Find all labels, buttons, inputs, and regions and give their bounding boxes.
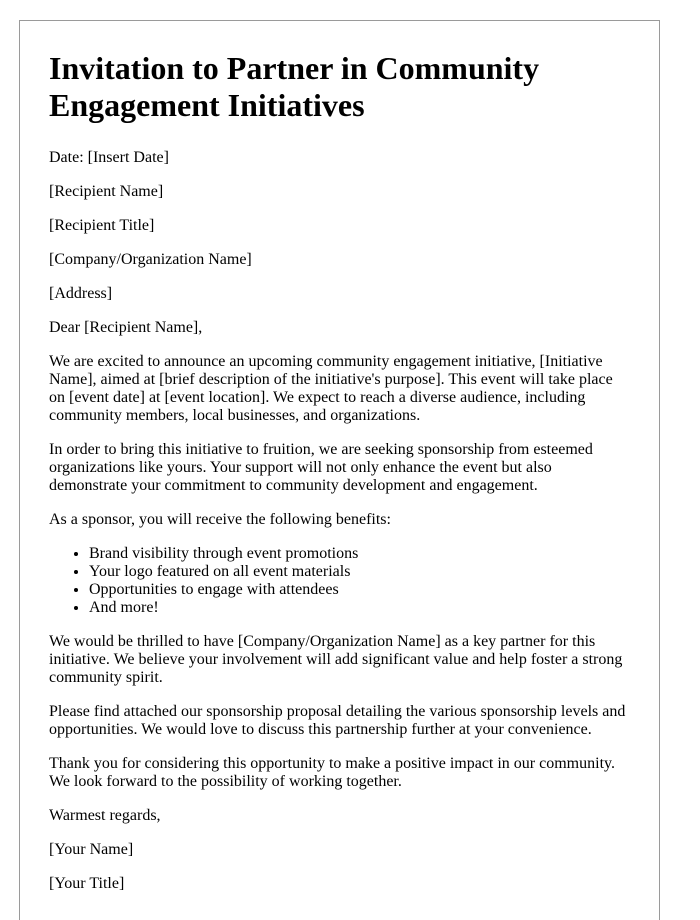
- sender-title: [Your Title]: [49, 875, 125, 892]
- body-paragraph-1: We are excited to announce an upcoming community engagement initiative, [Initiative Name], aimed at [brief description of the initiative's purpose]. This event will take place on [event date] at [event location]. We expect to reach a diverse audience, including community members, local businesses, and organizations.: [49, 353, 613, 424]
- body-paragraph-2: In order to bring this initiative to fruition, we are seeking sponsorship from esteemed organizations like yours. Your support will not only enhance the event but also demonstrate your commitment to community development and engagement.: [49, 441, 593, 494]
- benefit-item: • Brand visibility through event promotions: [89, 545, 630, 563]
- body-paragraph-4: Please find attached our sponsorship proposal detailing the various sponsorship levels and opportunities. We would love to discuss this partnership further at your convenience.: [49, 703, 626, 738]
- recipient-name: [Recipient Name]: [49, 183, 164, 200]
- sender-name: [Your Name]: [49, 841, 134, 858]
- address: [Address]: [49, 285, 113, 302]
- recipient-title: [Recipient Title]: [49, 217, 155, 234]
- date-line: Date: [Insert Date]: [49, 149, 169, 166]
- body-paragraph-5: Thank you for considering this opportunity to make a positive impact in our community. We look forward to the possibility of working together.: [49, 755, 615, 790]
- benefits-list: [49, 545, 630, 617]
- closing: Warmest regards,: [49, 807, 161, 824]
- benefits-intro: As a sponsor, you will receive the following benefits:: [49, 511, 391, 528]
- benefit-item: • Opportunities to engage with attendees: [89, 581, 630, 599]
- body-paragraph-3: We would be thrilled to have [Company/Organization Name] as a key partner for this initiative. We believe your involvement will add significant value and help foster a strong community spirit.: [49, 633, 623, 686]
- benefit-item: • And more!: [89, 599, 630, 617]
- salutation: Dear [Recipient Name],: [49, 319, 203, 336]
- benefit-item: • Your logo featured on all event materials: [89, 563, 630, 581]
- letter-title: Invitation to Partner in Community Engagement Initiatives: [49, 50, 540, 123]
- letter-page: [19, 20, 660, 920]
- company-name: [Company/Organization Name]: [49, 251, 252, 268]
